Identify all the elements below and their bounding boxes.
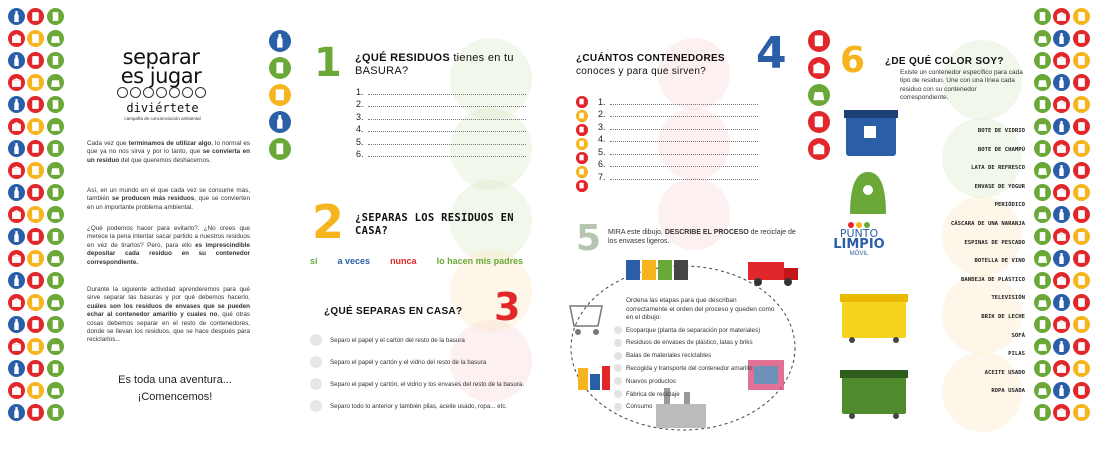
bottle-icon xyxy=(1053,118,1070,135)
jar-icon xyxy=(808,111,830,133)
bag-icon xyxy=(47,294,64,311)
answer-line[interactable] xyxy=(598,94,758,107)
container-group-illustration xyxy=(626,260,688,280)
closing-line-1: Es toda una aventura... xyxy=(118,374,232,386)
jar-icon xyxy=(1073,118,1090,135)
closing-text xyxy=(105,372,245,406)
tin-can-icon xyxy=(1034,316,1051,333)
logo-tagline: campaña de concienciación ambiental xyxy=(124,116,201,121)
logo-dot xyxy=(117,87,128,98)
question-1-title: ¿QUÉ RESIDUOS tienes en tu BASURA? xyxy=(355,52,514,77)
paper-icon xyxy=(27,118,44,135)
stage-order-circle[interactable] xyxy=(614,364,622,372)
waste-item[interactable]: ROPA USADA xyxy=(991,388,1025,395)
waste-item[interactable]: LATA DE REFRESCO xyxy=(971,165,1025,172)
bottle-icon xyxy=(269,30,291,52)
option-radio[interactable] xyxy=(310,378,322,390)
separation-option[interactable] xyxy=(310,334,465,346)
option-radio[interactable] xyxy=(310,334,322,346)
bottle-icon xyxy=(1053,338,1070,355)
process-stage[interactable] xyxy=(614,403,652,411)
waste-item[interactable]: PILAS xyxy=(1008,351,1025,358)
process-stage[interactable] xyxy=(614,390,680,398)
question-4-number: 4 xyxy=(756,28,787,79)
jar-icon xyxy=(1073,294,1090,311)
question-5-instruction: Ordena las etapas para que describan correctamente el orden del proceso y queden como en el dibujo: xyxy=(626,297,775,321)
jar-icon xyxy=(576,96,588,108)
question-6-number: 6 xyxy=(840,40,866,81)
logo-dot xyxy=(182,87,193,98)
panel-icon-column xyxy=(269,30,291,160)
box-icon xyxy=(8,294,25,311)
box-icon xyxy=(808,57,830,79)
box-icon xyxy=(8,30,25,47)
material-bales-illustration xyxy=(748,360,784,390)
box-icon xyxy=(8,338,25,355)
shopping-cart-illustration xyxy=(570,306,602,335)
waste-item[interactable]: BRIK DE LECHE xyxy=(981,314,1025,320)
option-radio[interactable] xyxy=(310,400,322,412)
paper-icon xyxy=(1073,316,1090,333)
question-5-intro: MIRA este dibujo, DESCRIBE EL PROCESO de reciclaje de los envases ligeros. xyxy=(608,229,796,245)
jar-icon xyxy=(27,272,44,289)
answer-line-rule xyxy=(610,166,758,167)
answer-line-rule xyxy=(368,106,526,107)
bottle-icon xyxy=(1053,206,1070,223)
intro-panel xyxy=(75,0,255,451)
green-igloo-container-illustration xyxy=(846,168,890,216)
jar-icon xyxy=(576,124,588,136)
answer-line-rule xyxy=(368,94,526,95)
box-icon xyxy=(1053,360,1070,377)
tin-can-icon xyxy=(1034,360,1051,377)
process-stage[interactable] xyxy=(614,364,753,372)
bag-icon xyxy=(1034,382,1051,399)
question-2-title: ¿SEPARAS LOS RESIDUOS EN CASA? xyxy=(355,212,514,237)
tin-can-icon xyxy=(1034,140,1051,157)
stage-order-circle[interactable] xyxy=(614,339,622,347)
waste-item[interactable]: SOFÁ xyxy=(1011,332,1025,339)
jar-icon xyxy=(808,30,830,52)
answer-line-number: 3. xyxy=(356,111,364,122)
answer-line-rule xyxy=(610,116,758,117)
punto-limpio-text-3: MÓVIL xyxy=(849,251,869,257)
punto-limpio-logo xyxy=(828,222,890,257)
bag-icon xyxy=(47,338,64,355)
jar-icon xyxy=(27,404,44,421)
blue-container-illustration xyxy=(842,108,902,160)
bag-icon xyxy=(1034,74,1051,91)
stage-order-circle[interactable] xyxy=(614,352,622,360)
stage-label: Fábrica de reciclaje xyxy=(626,390,680,398)
tin-can-icon xyxy=(1034,184,1051,201)
bottle-icon xyxy=(8,272,25,289)
jar-icon xyxy=(1073,162,1090,179)
waste-item[interactable]: BOTELLA DE VINO xyxy=(974,258,1025,265)
box-icon xyxy=(1053,272,1070,289)
stage-order-circle[interactable] xyxy=(614,403,622,411)
answer-line[interactable] xyxy=(598,169,758,182)
paper-icon xyxy=(27,294,44,311)
box-icon xyxy=(1053,316,1070,333)
bag-icon xyxy=(1034,294,1051,311)
answer-line-number: 6. xyxy=(598,159,606,169)
jar-icon xyxy=(1073,30,1090,47)
frequency-option[interactable]: nunca xyxy=(390,256,417,266)
paper-icon xyxy=(576,166,588,178)
jar-icon xyxy=(1073,382,1090,399)
intro-paragraph-4: Durante la siguiente actividad aprenderemos para qué sirve separar las basuras y por qué debemos hacerlo, cuáles son los residuos de envases que se pueden echar al contenedor amarillo y cuales no, qué otras cosas debemos separar en el resto de contenedores, donde se llevan los residuos, que se hace después para reciclarlos... xyxy=(87,286,250,344)
question-6-title: ¿DE QUÉ COLOR SOY? xyxy=(885,56,1004,67)
process-stage[interactable] xyxy=(614,326,760,334)
answer-line[interactable] xyxy=(356,97,526,110)
box-icon xyxy=(8,206,25,223)
answer-line[interactable] xyxy=(598,107,758,120)
question-2-number: 2 xyxy=(312,195,345,249)
bag-icon xyxy=(47,206,64,223)
waste-item[interactable]: ACEITE USADO xyxy=(984,369,1025,376)
paper-icon xyxy=(1073,184,1090,201)
question-6-instruction: Existe un contenedor específico para cada tipo de residuo. Une con una línea cada residuo con su contenedor correspondiente. xyxy=(900,69,1023,101)
separation-option[interactable] xyxy=(310,400,507,412)
bag-icon xyxy=(1034,162,1051,179)
option-label: Separo el papel y el cartón del resto de la basura xyxy=(330,336,465,344)
bag-icon xyxy=(1034,338,1051,355)
option-label: Separo todo lo anterior y también pilas, aceite usado, ropa... etc. xyxy=(330,402,508,410)
process-stage[interactable] xyxy=(614,339,753,347)
logo-subtitle: diviértete xyxy=(126,101,199,115)
tin-can-icon xyxy=(269,138,291,160)
bag-icon xyxy=(47,162,64,179)
paper-icon xyxy=(1073,96,1090,113)
answer-line-number: 4. xyxy=(356,124,364,134)
answer-line[interactable] xyxy=(356,109,526,122)
waste-item[interactable]: TELEVISIÓN xyxy=(991,295,1025,302)
paper-icon xyxy=(27,206,44,223)
waste-item[interactable]: ESPINAS DE PESCADO xyxy=(964,239,1025,246)
answer-line[interactable] xyxy=(356,147,526,160)
bottle-icon xyxy=(8,52,25,69)
paper-icon xyxy=(576,138,588,150)
answer-line-rule xyxy=(368,156,526,157)
answer-line-number: 7. xyxy=(598,171,606,182)
process-stage[interactable] xyxy=(614,377,676,385)
punto-limpio-text-2: LIMPIO xyxy=(833,237,885,252)
box-icon xyxy=(8,250,25,267)
tin-can-icon xyxy=(1034,228,1051,245)
box-icon xyxy=(8,382,25,399)
answer-line[interactable] xyxy=(598,144,758,157)
tin-can-icon xyxy=(1034,52,1051,69)
process-stage[interactable] xyxy=(614,352,711,360)
frequency-option[interactable]: lo hacen mis padres xyxy=(436,256,524,266)
tin-can-icon xyxy=(47,140,64,157)
waste-item[interactable]: BOTE DE CHAMPÚ xyxy=(977,146,1025,153)
paper-icon xyxy=(27,162,44,179)
logo-dot xyxy=(195,87,206,98)
decorative-icon-strip-right xyxy=(1034,8,1090,421)
waste-item[interactable]: BANDEJA DE PLÁSTICO xyxy=(961,276,1025,283)
paper-icon xyxy=(27,30,44,47)
bottle-icon xyxy=(8,316,25,333)
tin-can-icon xyxy=(1034,8,1051,25)
question-1-answer-lines xyxy=(356,84,526,159)
tin-can-icon xyxy=(1034,96,1051,113)
paper-icon xyxy=(27,382,44,399)
option-label: Separo el papel y cartón y el vidrio del resto de la basura xyxy=(330,358,487,366)
bottle-icon xyxy=(1053,30,1070,47)
bottle-icon xyxy=(8,184,25,201)
bottle-icon xyxy=(1053,294,1070,311)
jar-icon xyxy=(1073,250,1090,267)
jar-icon xyxy=(27,228,44,245)
box-icon xyxy=(1053,140,1070,157)
stage-label: Balas de materiales reciclables xyxy=(626,352,712,360)
bag-icon xyxy=(808,84,830,106)
bottle-icon xyxy=(8,360,25,377)
tin-can-icon xyxy=(47,52,64,69)
answer-line[interactable] xyxy=(356,84,526,97)
stage-label: Ecoparque (planta de separación por materiales) xyxy=(626,326,761,334)
bag-icon xyxy=(1034,30,1051,47)
waste-item[interactable]: ENVASE DE YOGUR xyxy=(974,183,1025,190)
decorative-icon-strip-left xyxy=(8,8,64,421)
jar-icon xyxy=(27,360,44,377)
tin-can-icon xyxy=(47,404,64,421)
bottle-icon xyxy=(8,140,25,157)
jar-icon xyxy=(576,152,588,164)
paper-icon xyxy=(576,110,588,122)
answer-line-number: 3. xyxy=(598,121,606,132)
stage-label: Nuevos productos xyxy=(626,377,676,385)
jar-icon xyxy=(27,8,44,25)
stage-label: Recogida y transporte del contenedor amarillo xyxy=(626,364,753,372)
logo-dots xyxy=(117,87,206,98)
answer-line-number: 1. xyxy=(598,96,606,107)
paper-icon xyxy=(269,84,291,106)
tin-can-icon xyxy=(47,8,64,25)
stage-order-circle[interactable] xyxy=(614,326,622,334)
answer-line-rule xyxy=(610,141,758,142)
intro-paragraph-2: Así, en un mundo en el que cada vez se consume más, también se producen más residuos, que se convierten en un importante problema ambiental. xyxy=(87,187,250,211)
logo-title: separar es jugar xyxy=(120,45,202,88)
question-3-title: ¿QUÉ SEPARAS EN CASA? xyxy=(324,306,463,317)
tin-can-icon xyxy=(269,57,291,79)
separation-option[interactable] xyxy=(310,356,486,368)
container-icon-column xyxy=(576,96,588,192)
tin-can-icon xyxy=(47,184,64,201)
answer-line-number: 4. xyxy=(598,134,606,144)
paper-icon xyxy=(1073,228,1090,245)
bag-icon xyxy=(1034,206,1051,223)
question-4-title: ¿CUÁNTOS CONTENEDORES conoces y para que sirven? xyxy=(576,53,725,77)
panel-icon-column xyxy=(808,30,830,160)
answer-line-number: 5. xyxy=(356,136,364,147)
bottle-icon xyxy=(8,96,25,113)
answer-line-number: 5. xyxy=(598,146,606,157)
questions-panel-1-3 xyxy=(262,0,544,451)
bottle-icon xyxy=(8,8,25,25)
answer-line-number: 1. xyxy=(356,86,364,97)
punto-limpio-text-1: PUNTO xyxy=(839,227,879,240)
bag-icon xyxy=(47,250,64,267)
bag-icon xyxy=(1034,250,1051,267)
separation-option[interactable] xyxy=(310,378,524,390)
box-icon xyxy=(8,74,25,91)
box-icon xyxy=(808,138,830,160)
answer-line-number: 2. xyxy=(598,109,606,119)
bottle-icon xyxy=(1053,382,1070,399)
bag-icon xyxy=(1034,118,1051,135)
answer-line-rule xyxy=(368,131,526,132)
bag-icon xyxy=(47,74,64,91)
tin-can-icon xyxy=(1034,404,1051,421)
answer-line[interactable] xyxy=(598,132,758,145)
stage-label: Residuos de envases de plástico, latas y briks xyxy=(626,339,753,347)
box-icon xyxy=(1053,184,1070,201)
tin-can-icon xyxy=(1034,272,1051,289)
intro-paragraph-3: ¿Qué podemos hacer para evitarlo?. ¿No crees que merece la pena intentar sacar partido a nuestros residuos en vez de tirarlos? Pero, para ello es imprescindible depositar cada residuo en su contenedor correspondiente. xyxy=(87,225,250,266)
products-illustration xyxy=(578,366,610,390)
question-5-number: 5 xyxy=(576,218,602,259)
box-icon xyxy=(8,162,25,179)
bottle-icon xyxy=(269,111,291,133)
closing-line-2: ¡Comencemos! xyxy=(137,391,213,403)
paper-icon xyxy=(1073,272,1090,289)
paper-icon xyxy=(1073,360,1090,377)
bag-icon xyxy=(47,30,64,47)
jar-icon xyxy=(1073,206,1090,223)
bottle-icon xyxy=(8,404,25,421)
option-label: Separo el papel y cartón, el vidrio y los envases del resto de la basura. xyxy=(330,380,524,388)
box-icon xyxy=(1053,96,1070,113)
answer-line-rule xyxy=(368,119,526,120)
bottle-icon xyxy=(1053,74,1070,91)
logo-dot xyxy=(130,87,141,98)
logo-dot xyxy=(143,87,154,98)
paper-icon xyxy=(27,338,44,355)
answer-line-number: 6. xyxy=(356,149,364,159)
tin-can-icon xyxy=(47,316,64,333)
box-icon xyxy=(8,118,25,135)
paper-icon xyxy=(27,250,44,267)
stage-order-circle[interactable] xyxy=(614,377,622,385)
dark-green-container-illustration xyxy=(838,366,910,420)
paper-icon xyxy=(1073,404,1090,421)
bag-icon xyxy=(47,118,64,135)
frequency-option[interactable]: a veces xyxy=(337,256,371,266)
bottle-icon xyxy=(1053,162,1070,179)
stage-label: Consumo xyxy=(626,403,653,411)
bag-icon xyxy=(47,382,64,399)
tin-can-icon xyxy=(47,360,64,377)
jar-icon xyxy=(27,316,44,333)
answer-line-rule xyxy=(610,179,758,180)
answer-line[interactable] xyxy=(356,122,526,135)
paper-icon xyxy=(27,74,44,91)
box-icon xyxy=(1053,8,1070,25)
jar-icon xyxy=(1073,74,1090,91)
logo-dot xyxy=(156,87,167,98)
jar-icon xyxy=(27,96,44,113)
waste-item[interactable]: BOTE DE VIDRIO xyxy=(977,128,1025,134)
jar-icon xyxy=(576,180,588,192)
answer-line[interactable] xyxy=(598,119,758,132)
box-icon xyxy=(1053,52,1070,69)
yellow-container-illustration xyxy=(838,290,910,344)
questions-panel-4-5 xyxy=(548,0,810,451)
bottle-icon xyxy=(1053,250,1070,267)
garbage-truck-illustration xyxy=(748,262,798,286)
question-1-number: 1 xyxy=(314,40,342,86)
recycling-cycle-diagram xyxy=(548,248,810,448)
logo-dot xyxy=(169,87,180,98)
answer-line-rule xyxy=(610,104,758,105)
jar-icon xyxy=(27,140,44,157)
question-3-number: 3 xyxy=(494,285,521,329)
answer-line[interactable] xyxy=(598,157,758,170)
answer-line-rule xyxy=(610,129,758,130)
intro-paragraph-1: Cada vez que terminamos de utilizar algo, lo normal es que ya no nos sirva y por lo tanto, que se convierta en un residuo del que queremos deshacernos. xyxy=(87,140,251,164)
answer-line[interactable] xyxy=(356,134,526,147)
box-icon xyxy=(1053,404,1070,421)
jar-icon xyxy=(27,184,44,201)
waste-item[interactable]: PERIÓDICO xyxy=(994,202,1025,209)
answer-line-rule xyxy=(368,144,526,145)
jar-icon xyxy=(1073,338,1090,355)
tin-can-icon xyxy=(47,228,64,245)
stage-order-circle[interactable] xyxy=(614,390,622,398)
answer-line-number: 2. xyxy=(356,99,364,109)
option-radio[interactable] xyxy=(310,356,322,368)
jar-icon xyxy=(27,52,44,69)
box-icon xyxy=(1053,228,1070,245)
tin-can-icon xyxy=(47,272,64,289)
frequency-option[interactable]: sí xyxy=(310,256,318,266)
paper-icon xyxy=(1073,140,1090,157)
paper-icon xyxy=(1073,52,1090,69)
paper-icon xyxy=(1073,8,1090,25)
question-2-options xyxy=(310,256,523,266)
question-4-answer-lines xyxy=(598,94,758,182)
bottle-icon xyxy=(8,228,25,245)
question-6-panel xyxy=(820,0,1030,451)
tin-can-icon xyxy=(47,96,64,113)
answer-line-rule xyxy=(610,154,758,155)
waste-item[interactable]: CÁSCARA DE UNA NARANJA xyxy=(950,221,1025,227)
